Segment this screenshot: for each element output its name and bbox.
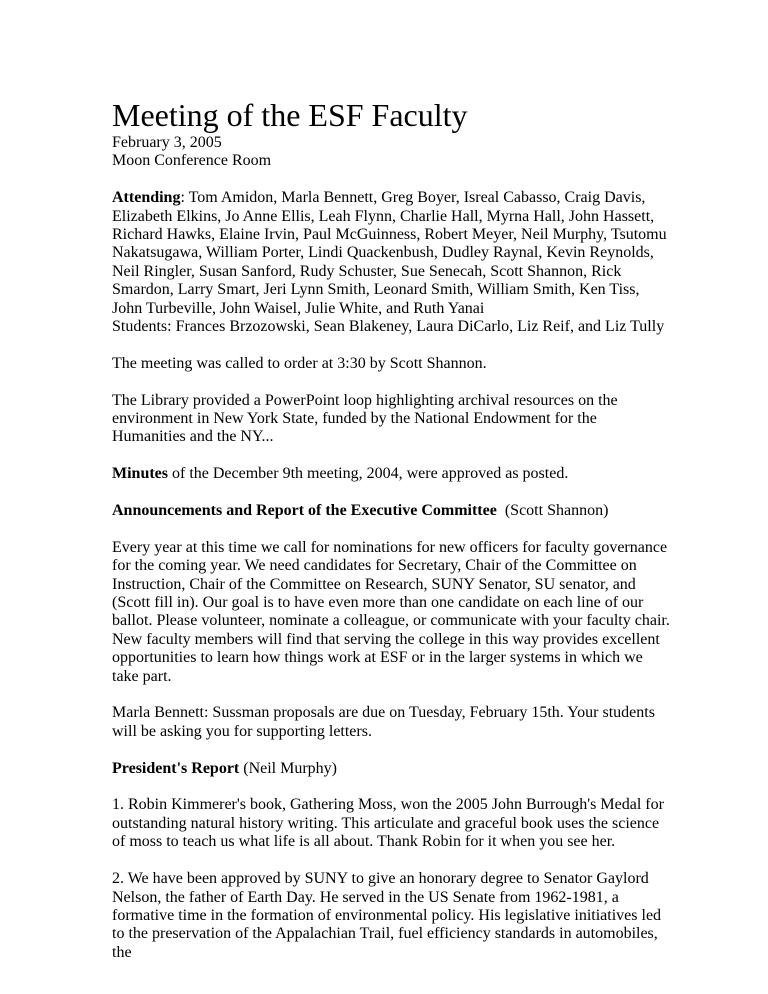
meeting-date: February 3, 2005 [112,134,222,151]
announcements-presenter: (Scott Shannon) [496,502,609,520]
president-item-1: 1. Robin Kimmerer's book, Gathering Moss, won the 2005 John Burrough's Medal for outstanding natural history writing. This articulate and graceful book uses the science of moss to teach us what life is all about. Thank Robin for it when you see her. [112,796,664,851]
president-heading-line [112,760,672,778]
sussman-paragraph: Marla Bennett: Sussman proposals are due on Tuesday, February 15th. Your students will be asking you for supporting letters. [112,704,655,740]
announcements-heading-line [112,502,672,520]
announcements-heading: Announcements and Report of the Executive Committee [112,502,497,520]
attending-paragraph [112,189,672,318]
spacer [112,171,672,189]
attending-label: Attending [112,189,181,207]
president-heading: President's Report [112,759,240,777]
call-to-order: The meeting was called to order at 3:30 by Scott Shannon. [112,354,487,372]
meeting-location: Moon Conference Room [112,152,272,170]
minutes-text: of the December 9th meeting, 2004, were approved as posted. [168,465,569,483]
nominations-paragraph: Every year at this time we call for nominations for new officers for faculty governance for the coming year. We need candidates for Secretary, Chair of the Committee on Instruction, Chair of the Committee on Research, SUNY Senator, SU senator, and (Scott fill in). Our goal is to have even more than one candidate on each line of our ballot. Please volunteer, nominate a colleague, or communicate with your faculty chair. New faculty members will find that serving the college in this way provides excellent opportunities to learn how things work at ESF or in the larger systems in which we take part. [112,538,670,685]
president-item-2: 2. We have been approved by SUNY to give an honorary degree to Senator Gaylord Nelson, the father of Earth Day. He served in the US Senate from 1962-1981, a formative time in the formation of environmental policy. His legislative initiatives led to the preservation of the Appalachian Trail, fuel efficiency standards in automobiles, the [112,870,662,961]
president-presenter: (Neil Murphy) [239,759,338,777]
minutes-paragraph [112,465,672,483]
document-page [112,97,672,962]
minutes-label: Minutes [112,465,168,483]
library-paragraph: The Library provided a PowerPoint loop highlighting archival resources on the environment in New York State, funded by the National Endowment for the Humanities and the NY... [112,391,618,446]
students-line: Students: Frances Brzozowski, Sean Blakeney, Laura DiCarlo, Liz Reif, and Liz Tully [112,318,665,336]
attending-names: : Tom Amidon, Marla Bennett, Greg Boyer, Isreal Cabasso, Craig Davis, Elizabeth Elkins, Jo Anne Ellis, Leah Flynn, Charlie Hall, Myrna Hall, John Hassett, Richard Hawks, Elaine Irvin, Paul McGuinness, Robert Meyer, Neil Murphy, Tsutomu Nakatsugawa, William Porter, Lindi Quackenbush, Dudley Raynal, Kevin Reynolds, Neil Ringler, Susan Sanford, Rudy Schuster, Sue Senecah, Scott Shannon, Rick Smardon, Larry Smart, Jeri Lynn Smith, Leonard Smith, William Smith, Ken Tiss, John Turbeville, John Waisel, Julie White, and Ruth Yanai [112,189,667,317]
page-title: Meeting of the ESF Faculty [112,97,468,133]
